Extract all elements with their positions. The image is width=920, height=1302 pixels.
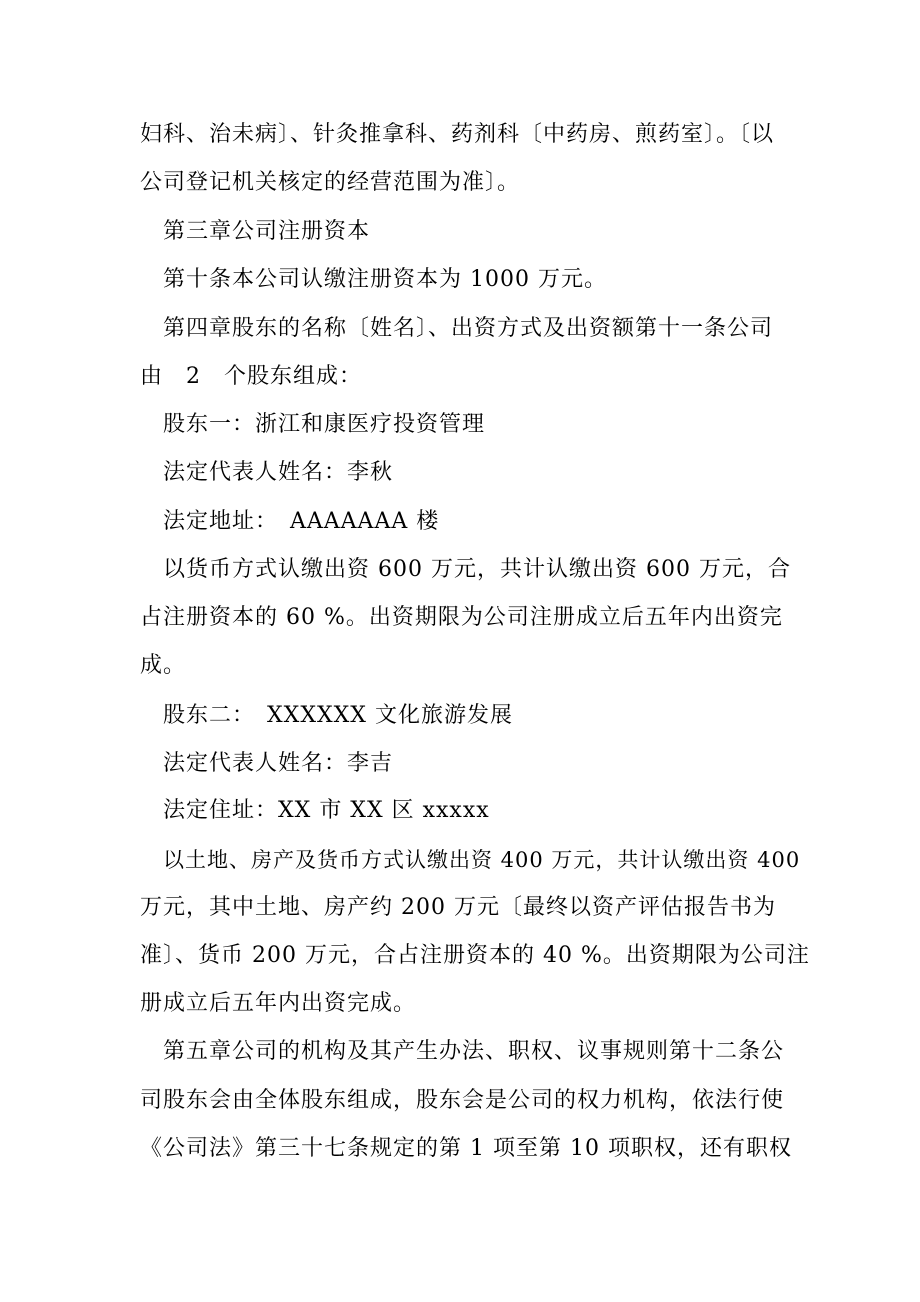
legal-address: 法定住址：XX 市 XX 区 xxxxx bbox=[163, 798, 490, 823]
legal-representative: 法定代表人姓名：李吉 bbox=[163, 751, 394, 776]
text-line: 由 2 个股东组成： bbox=[140, 364, 362, 389]
legal-representative: 法定代表人姓名：李秋 bbox=[163, 460, 394, 485]
chapter-heading: 第三章公司注册资本 bbox=[163, 219, 371, 244]
text-line: 司股东会由全体股东组成，股东会是公司的权力机构，依法行使 bbox=[140, 1088, 785, 1113]
text-line: 妇科、治未病〕、针灸推拿科、药剂科〔中药房、煎药室〕。〔以 bbox=[140, 122, 775, 147]
text-line: 第十条本公司认缴注册资本为 1000 万元。 bbox=[163, 267, 607, 292]
text-line: 公司登记机关核定的经营范围为准〕。 bbox=[140, 170, 521, 195]
text-line: 成。 bbox=[140, 653, 187, 678]
chapter-heading: 第五章公司的机构及其产生办法、职权、议事规则第十二条公 bbox=[163, 1039, 785, 1064]
text-line: 《公司法》第三十七条规定的第 1 项至第 10 项职权，还有职权 bbox=[140, 1136, 792, 1161]
chapter-heading: 第四章股东的名称〔姓名〕、出资方式及出资额第十一条公司 bbox=[163, 316, 774, 341]
text-line: 占注册资本的 60 %。出资期限为公司注册成立后五年内出资完 bbox=[140, 605, 783, 630]
text-line: 以货币方式认缴出资 600 万元，共计认缴出资 600 万元，合 bbox=[163, 557, 791, 582]
text-line: 册成立后五年内出资完成。 bbox=[140, 991, 417, 1016]
shareholder-name: 股东一：浙江和康医疗投资管理 bbox=[163, 412, 486, 437]
shareholder-name: 股东二： XXXXXX 文化旅游发展 bbox=[163, 703, 513, 728]
text-line: 以土地、房产及货币方式认缴出资 400 万元，共计认缴出资 400 bbox=[163, 848, 801, 872]
text-line: 准〕、货币 200 万元，合占注册资本的 40 %。出资期限为公司注 bbox=[140, 943, 810, 968]
legal-address: 法定地址： AAAAAAA 楼 bbox=[163, 509, 440, 534]
text-line: 万元，其中土地、房产约 200 万元〔最终以资产评估报告书为 bbox=[140, 895, 776, 920]
